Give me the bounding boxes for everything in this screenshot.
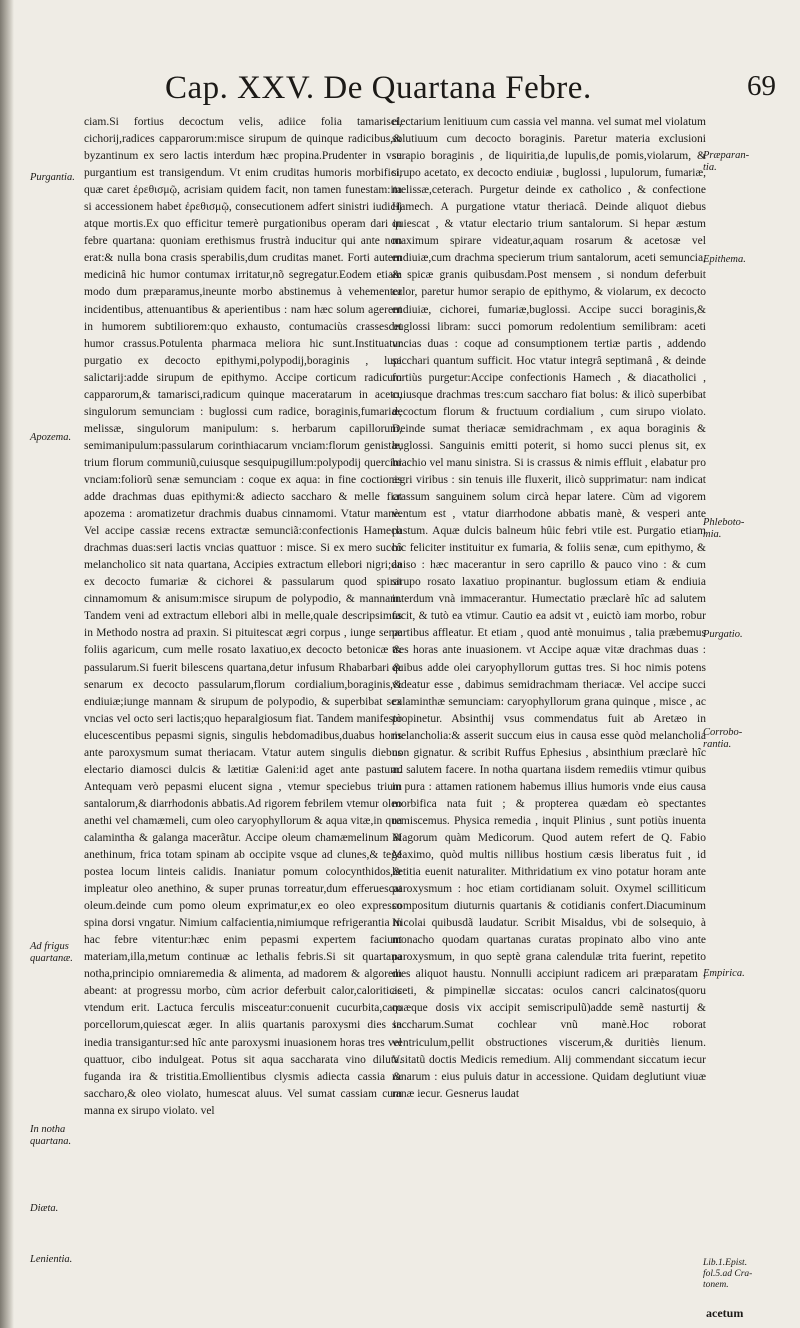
left-text-column	[84, 114, 402, 1120]
page-gutter-shadow	[0, 0, 14, 1328]
margin-note-purgantia: Purgantia.	[30, 172, 75, 183]
margin-note-ad-frigus: Ad frigus quartanæ.	[30, 941, 73, 964]
running-header	[165, 70, 776, 110]
chapter-title: Cap. XXV. De Quartana Febre.	[165, 70, 592, 106]
margin-note-diaeta: Diæta.	[30, 1203, 59, 1214]
page-number: 69	[747, 70, 776, 102]
margin-note-epithema: Epithema.	[703, 254, 746, 265]
margin-note-corroborantia: Corrobo- rantia.	[703, 727, 743, 750]
margin-note-praeparantia: Præparan- tia.	[703, 150, 750, 173]
margin-note-lenientia: Lenientia.	[30, 1254, 73, 1265]
margin-note-phlebotomia: Phleboto- mia.	[703, 517, 745, 540]
margin-note-in-notha: In notha quartana.	[30, 1124, 72, 1147]
margin-note-purgatio: Purgatio.	[703, 629, 743, 640]
left-column-text: ciam.Si fortius decoctum velis, adiice folia tamarisci, cichorij,radices capparorum:misce sirupum de quinque radicibus,& byzantinum ex sero lactis interdum hæc propina.Prudenter in vsu purgantium est transigendum. Vt enim cruditas humoris morbifici, quæ caret ἐρεθισμῷ, acrisiam quidem facit, non tamen funestam:ita si accessionem habet ἐρεθισμῷ, consecutionem adfert sinistri iudicij atque mortis.Ex quo efficitur temerè purgationibus operam dari in febre quartana: quoniam erethismus frustrà inducitur qui ante non erat:& nulla bona crasis sperabilis,dum cruditas manet. Forti autem medicinâ hic humor contumax irritatur,nõ segregatur.Eodem etiam modo dum præparamus,ineunte morbo abstinemus à vehementer incidentibus, attenuantibus & aperientibus : nam hæc solum agerent in humorem subtiliorem:quo exhausto, contumaciùs crassescet humor crassus.Potulenta pharmaca meliora hic sunt.Instituatur purgatio ex decocto epithymi,polypodij,boraginis , lupi salictarij:adde sirupum de epithymo. Accipe corticum radicum capparorum,& tamarisci,radicum quinque maceratarum in aceto, singulorum semunciam : buglossi cum radice, boraginis,fumariæ, melissæ, singulorum manipulum: s. herbarum capillorum, semimanipulum:passularum corinthiacarum vnciam:florum genistæ, trium florum communiũ,cuiusque sesquipugillum:polypodij quercini vnciam:foliorũ senæ semunciam : coque ex aqua: in fine coctionis adde drachmas duas epithymi:& adiecto saccharo & melle fiat apozema : aromatizetur drachmis duabus cinnamomi. Vtatur manè. Vel accipe cassiæ recens extractæ semunciã:confectionis Hamech drachmas duas:seri lactis vncias quattuor : misce. Si ex mero succo melancholico sit nata quartana, Accipies extractum ellebori nigri;da ex decocto fumariæ & cichorei & passularum quod spirat cinnamomum & anisum:misce sirupum de polypodio, & mannam. Tandem veni ad extractum ellebori albi in melle,quale descripsimus in Methodo nostra ad praxin. Si pituitescat ægri corpus , iunge senæ foliis agaricum, cum melle rosato laxatiuo,ex decocto betonicæ & passularum.Si fuerit bilescens quartana,detur infusum Rhabarbari & senarum ex decocto passularum,florum cordialium,boraginis,& endiuiæ;iunge mannam & sirupum de polypodio, & superbibat sex vncias vel octo seri lactis;quo heparalgiosum fiat. Tandem manifestò elucescentibus pepasmi signis, singulis hebdomadibus,duabus horis ante paroxysmum sumat theriacam. Vtatur autem singulis diebus electario diamosci dulcis & lætitiæ Galeni:id aget ante pastum. Antequam verò pepasmi elucent signa , vtemur speciebus trium santalorum,& diarrhodonis abbatis.Ad rigorem febrilem vtemur oleo anethi vel chamæmeli, cum oleo caryophyllorum & aqua vitæ,in qua calamintha & galanga macerãtur. Accipe oleum chamæmelinum & anethinum, frica totam spinam ab occipite vsque ad clunes,& tege postea locum linteis calidis. Inaniatur pomum colocynthidos,& impleatur oleo anethino, & super prunas torreatur,dum efferuescat oleum.deinde cum pomo oleum exprimatur,ex eo oleo expresso spina dorsi vngatur. Nimium calfacientia,nimiumque refrigerantia in hac febre vitentur:hæc enim pepasmi expertem faciunt materiam,illa,metum continuæ ac lethalis febris.Si sit quartana notha,principio omniaremedia & alimenta, ad madorem & algorem abeant: at progressu morbo, cùm acrior deferbuit calor,caloriticis vtendum erit. Lactuca ferculis misceatur:conuenit cucurbita,caro porcellorum,quiescat æger. In aliis quartanis paroxysmi dies in inedia transigantur:sed hîc ante paroxysmi inuasionem horas tres vel quattuor, cibo indulgeat. Potus sit aqua saccharata vino diluta. fuganda ira & tristitia.Emollientibus clysmis adiecta cassia & saccharo,& oleo violato, humescat aluus. Vel sumat cassiam cum manna ex sirupo violato. vel	[84, 116, 402, 1117]
margin-note-lib-ref: Lib.1.Epist. fol.5.ad Cra- tonem.	[703, 1258, 753, 1290]
margin-note-empirica: Empirica.	[703, 968, 745, 979]
right-column-text: electarium lenitiuum cum cassia vel manna. vel sumat mel violatum solutiuum cum decocto boraginis. Paretur materia exclusioni serapio boraginis , de liquiritia,de lupulis,de pomis,violarum, & sirupo acetato, ex decocto endiuiæ , buglossi , lupulorum, fumariæ, melissæ,ceterach. Purgetur deinde ex catholico , & confectione Hamech. A purgatione vtatur theriacâ. Deinde aliquot diebus quiescat , & vtatur electario trium santalorum. Si hepar æstum maximum spirare videatur,aquam rosarum & acetosæ vel endiuiæ,cum drachma specierum trium santalorum, aceti semuncia, & spicæ granis quibusdam.Post mensem , si nondum deferbuit calor, paretur humor serapio de epithymo, & violarum, ex decocto endiuiæ, cichorei, fumariæ,buglossi. Accipe succi boraginis,& buglossi libram: succi pomorum redolentium semilibram: aceti vncias duas : coque ad consumptionem tertiæ partis , addendo sacchari quantum sufficit. Hoc vtatur integrâ septimanâ , & deinde fortiùs purgetur:Accipe confectionis Hamech , & diacatholici , cuiusque drachmas tres:cum saccharo fiat bolus: & ilicò superbibat decoctum florum & fructuum cordialium , cum sirupo violato. Deinde sumat theriacæ semidrachmam , ex aqua boraginis & buglossi. Sanguinis emitti poterit, si homo succi plenus sit, ex brachio vel manu sinistra. Si is crassus & nimis effluit , elabatur pro ægri viribus : sin tenuis ille fluxerit, ilicò supprimatur: nam indicat crassum sanguinem solum circà hepar latere. Cùm ad vigorem ventum est , vtatur diarrhodone abbatis manè, & vesperi ante pastum. Aquæ dulcis balneum hûic febri vtile est. Purgatio etiam hîc feliciter instituitur ex fumaria, & foliis senæ, cum epithymo, & aniso : hæc macerantur in sero caprillo & pauco vino : & cum sirupo rosato laxatiuo propinantur. buglossum etiam & endiuia interdum vnà immacerantur. Humectatio præclarè hîc ad salutem facit, & tutò ea vtimur. Cautio ea adsit vt , euictò iam morbo, robur partibus affleatur. Et etiam , quod antè monuimus , talia præbemus tres horas ante inuasionem. vt Accipe aquæ vitæ drachmas duas : quibus adde olei caryophyllorum guttas tres. Si hoc nimis potens videatur esse , dabimus semidrachmam theriacæ. Vel accipe succi calaminthæ semunciam: caryophyllorum grana quinque , misce , ac propinetur. Absinthij vsus commendatus fuit ab Aretæo in melancholia:& asserit succum eius in causa esse quòd melancholia non gignatur. & scribit Ruffus Ephesius , absinthium præclarè hîc ad salutem facere. In notha quartana iisdem remediis vtimur quibus in pura : attamen rationem habemus illius humoris vnde eius causa morbifica nata fuit ; & propterea quædam eò spectantes remiscemus. Physica remedia , inquit Plinius , sunt potiùs inuenta Magorum quàm Medicorum. Quod autem refert de Q. Fabio Maximo, quòd multis nillibus hostium cæsis liberatus fuit , id lætitia euenit naturaliter. Mithridatium ex vino potatur horam ante paroxysmum : hoc etiam cortidianam soluit. Oxymel scilliticum compositum diuturnis quartanis & cotidianis confert.Diacuminum Nicolai quibusdã laudatur. Scribit Misaldus, vbi de solsequio, à monacho quodam quartanas curatas propinato albo vino ante paroxysmum, in quo septè grana calendulæ trita fuerint, repetito dies aliquot haustu. Nonnulli accipiunt radicem ari præparatam , aceti, & pimpinellæ siccatas: oculos cancri calcinatos(quoru quæque dosis vix accipit semiscripulũ)adde semẽ nasturtij & saccharum.Sumat cochlear vnũ manè.Hoc roborat ventriculum,pellit obstructiones viscerum,& duritiès lienum. Vsitatũ doctis Medicis remedium. Alij commendant siccatum iecur ranarum : eius puluis datur in accessione. Quidam deglutiunt viuæ ranæ iecur. Gesnerus laudat	[392, 116, 706, 1100]
margin-note-apozema: Apozema.	[30, 432, 72, 443]
right-text-column	[392, 114, 706, 1103]
catchword: acetum	[706, 1306, 744, 1320]
